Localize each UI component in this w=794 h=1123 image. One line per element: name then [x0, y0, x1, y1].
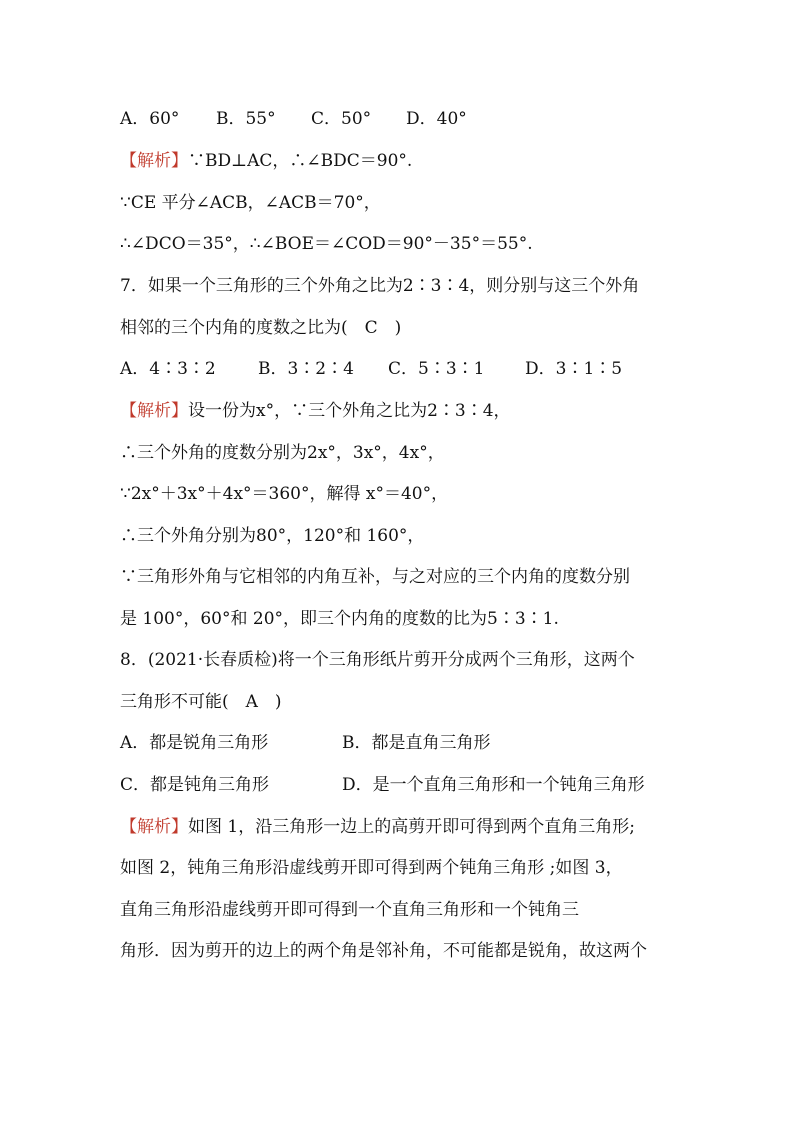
- q6-analysis-text: ∵BD⊥AC，∴∠BDC＝90°.: [188, 151, 413, 171]
- q6-option-b: B．55°: [216, 109, 276, 129]
- q7-analysis-line-3: ∵2x°＋3x°＋4x°＝360°，解得 x°＝40°，: [120, 484, 449, 504]
- q7-analysis-line-4: ∴三个外角分别为80°，120°和 160°，: [120, 526, 425, 546]
- q7-analysis-line-5: ∵三角形外角与它相邻的内角互补，与之对应的三个内角的度数分别: [120, 567, 630, 587]
- q8-analysis-line-1: [120, 815, 720, 839]
- q7-stem-line-2: 相邻的三个内角的度数之比为( C ): [120, 318, 402, 338]
- q7-option-a: A．4∶3∶2: [120, 359, 216, 379]
- q8-stem-line-1: 8．(2021·长春质检)将一个三角形纸片剪开分成两个三角形，这两个: [120, 650, 635, 670]
- q7-option-c: C．5∶3∶1: [388, 359, 485, 379]
- q7-analysis-line-2: ∴三个外角的度数分别为2x°，3x°，4x°，: [120, 443, 445, 463]
- q8-option-c: C．都是钝角三角形: [120, 775, 270, 795]
- q8-analysis-line-2: 如图 2，钝角三角形沿虚线剪开即可得到两个钝角三角形 ;如图 3，: [120, 858, 623, 878]
- q6-option-a: A．60°: [120, 109, 180, 129]
- q8-option-b: B．都是直角三角形: [342, 733, 491, 753]
- q8-analysis-line-4: 角形．因为剪开的边上的两个角是邻补角，不可能都是锐角，故这两个: [120, 941, 647, 961]
- q7-analysis-text: 设一份为x°，∵三个外角之比为2∶3∶4，: [188, 401, 511, 421]
- q6-option-c: C．50°: [311, 109, 372, 129]
- analysis-tag: 【解析】: [120, 151, 188, 171]
- q6-analysis-line-3: ∴∠DCO＝35°，∴∠BOE＝∠COD＝90°－35°＝55°.: [120, 234, 533, 254]
- q6-analysis-line-2: ∵CE 平分∠ACB，∠ACB＝70°，: [120, 193, 381, 213]
- q8-option-d: D．是一个直角三角形和一个钝角三角形: [342, 775, 645, 795]
- analysis-tag: 【解析】: [120, 817, 188, 837]
- q8-analysis-line-3: 直角三角形沿虚线剪开即可得到一个直角三角形和一个钝角三: [120, 900, 579, 920]
- q7-options-row: [120, 357, 720, 381]
- q8-analysis-text: 如图 1，沿三角形一边上的高剪开即可得到两个直角三角形;: [188, 817, 635, 837]
- q8-stem-line-2: 三角形不可能( A ): [120, 692, 282, 712]
- q7-stem-line-1: 7．如果一个三角形的三个外角之比为2∶3∶4，则分别与这三个外角: [120, 276, 640, 296]
- q8-options-row-2: [120, 773, 720, 797]
- analysis-tag: 【解析】: [120, 401, 188, 421]
- q7-option-b: B．3∶2∶4: [258, 359, 354, 379]
- q7-analysis-line-6: 是 100°，60°和 20°，即三个内角的度数的比为5∶3∶1.: [120, 609, 559, 629]
- q6-analysis-line-1: [120, 149, 720, 173]
- q8-option-a: A．都是锐角三角形: [120, 733, 269, 753]
- q7-analysis-line-1: [120, 399, 720, 423]
- q7-option-d: D．3∶1∶5: [525, 359, 623, 379]
- q6-option-d: D．40°: [406, 109, 467, 129]
- q8-options-row-1: [120, 731, 720, 755]
- q6-options-row: [120, 107, 720, 131]
